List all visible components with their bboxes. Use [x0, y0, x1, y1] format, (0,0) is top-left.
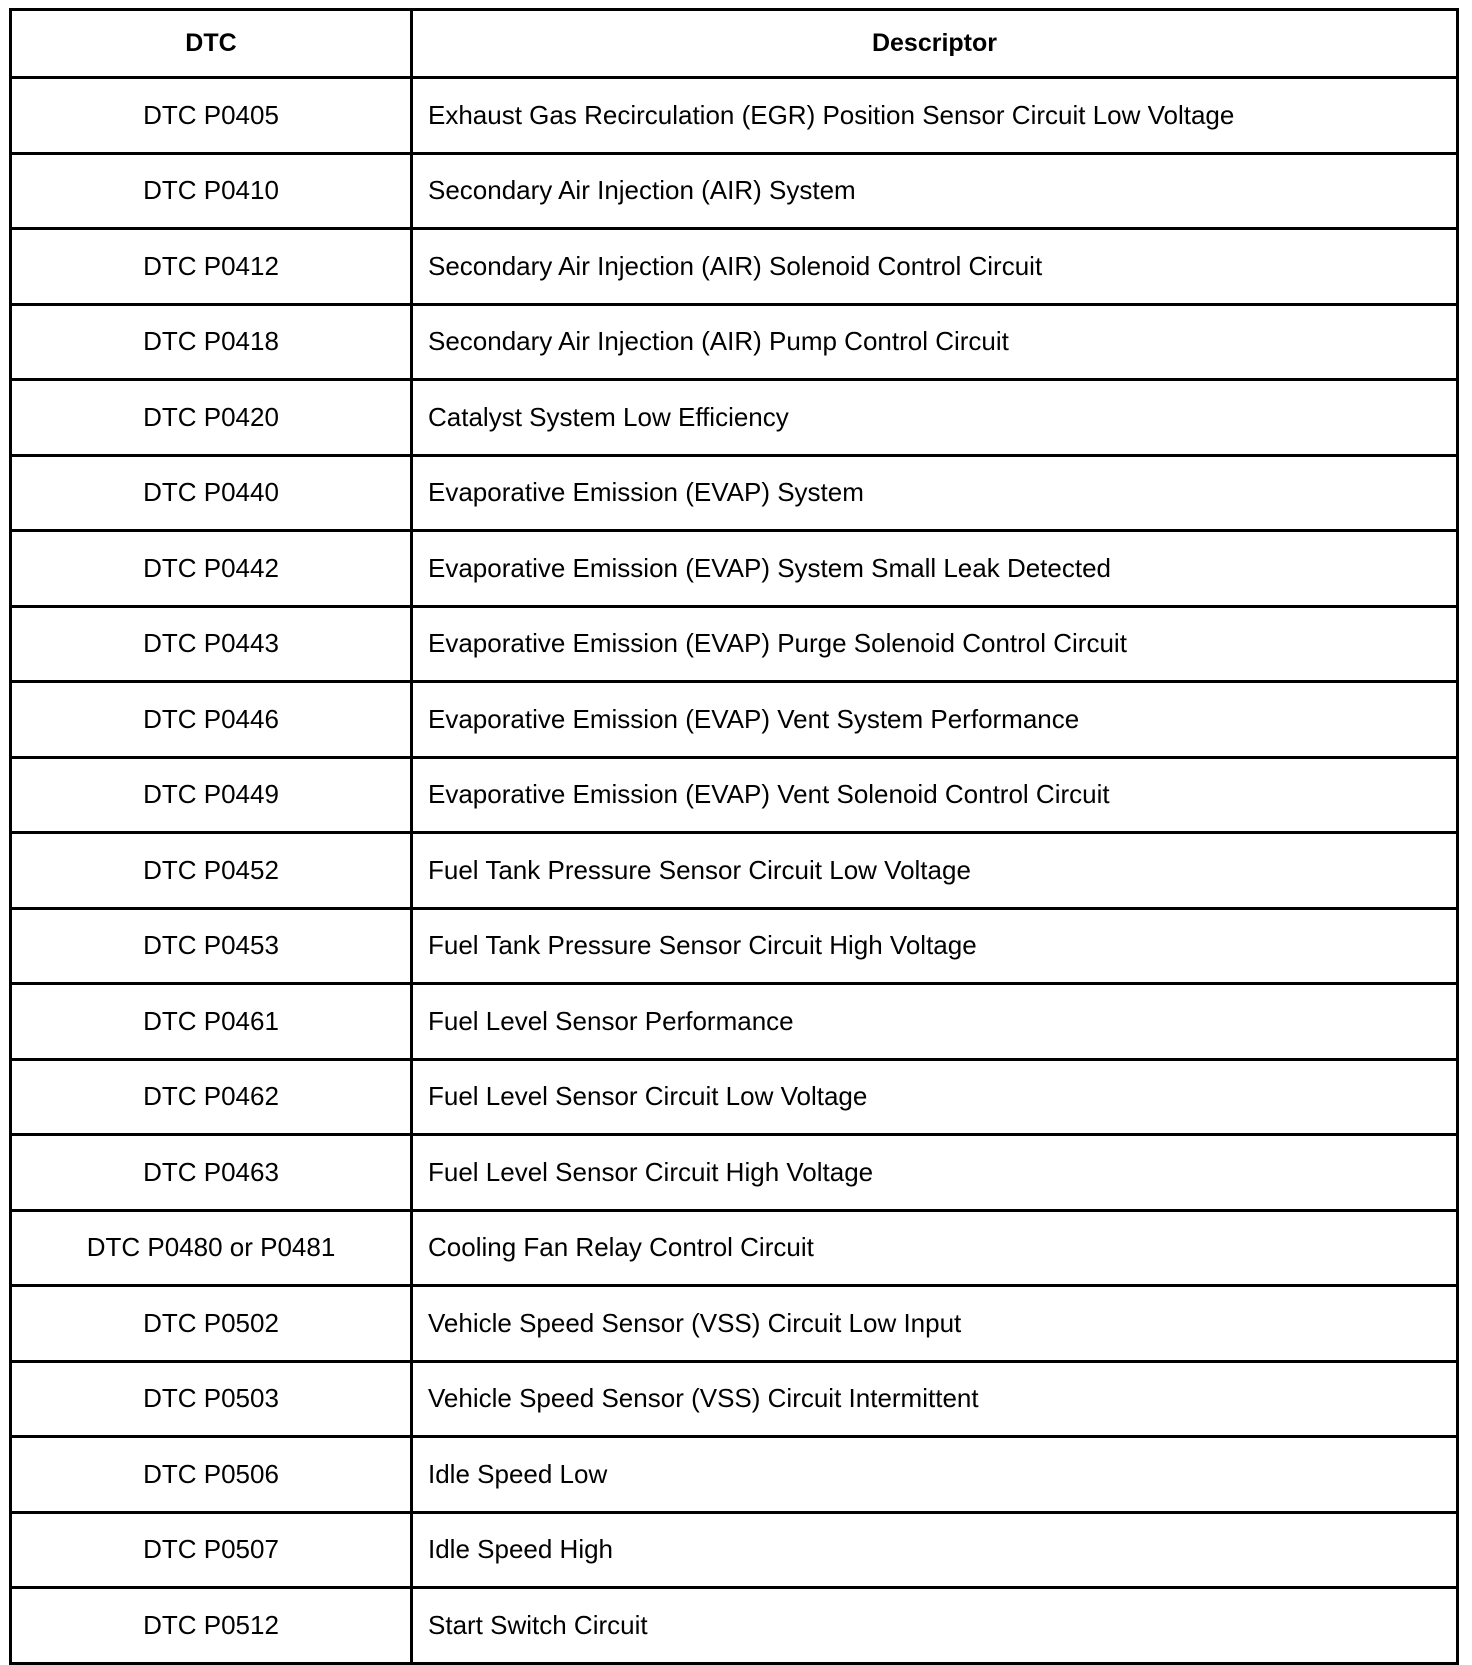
descriptor-cell: Start Switch Circuit	[412, 1588, 1458, 1664]
table-body	[11, 78, 1458, 1664]
descriptor-cell: Vehicle Speed Sensor (VSS) Circuit Intermittent	[412, 1361, 1458, 1437]
table-row	[11, 1588, 1458, 1664]
table-row	[11, 833, 1458, 909]
dtc-code-cell: DTC P0418	[11, 304, 412, 380]
table-row	[11, 1361, 1458, 1437]
dtc-code-cell: DTC P0503	[11, 1361, 412, 1437]
table-row	[11, 1437, 1458, 1513]
descriptor-cell: Secondary Air Injection (AIR) Solenoid Control Circuit	[412, 229, 1458, 305]
dtc-code-cell: DTC P0442	[11, 531, 412, 607]
table-row	[11, 531, 1458, 607]
dtc-code-cell: DTC P0410	[11, 153, 412, 229]
table-row	[11, 984, 1458, 1060]
table-row	[11, 229, 1458, 305]
descriptor-cell: Idle Speed Low	[412, 1437, 1458, 1513]
dtc-code-cell: DTC P0446	[11, 682, 412, 758]
dtc-code-cell: DTC P0443	[11, 606, 412, 682]
descriptor-cell: Fuel Tank Pressure Sensor Circuit Low Voltage	[412, 833, 1458, 909]
descriptor-cell: Idle Speed High	[412, 1512, 1458, 1588]
dtc-code-cell: DTC P0452	[11, 833, 412, 909]
dtc-code-cell: DTC P0462	[11, 1059, 412, 1135]
descriptor-cell: Secondary Air Injection (AIR) Pump Control Circuit	[412, 304, 1458, 380]
table-row	[11, 1210, 1458, 1286]
dtc-code-cell: DTC P0461	[11, 984, 412, 1060]
table-row	[11, 153, 1458, 229]
descriptor-cell: Secondary Air Injection (AIR) System	[412, 153, 1458, 229]
dtc-table	[9, 8, 1459, 1665]
dtc-code-cell: DTC P0449	[11, 757, 412, 833]
dtc-code-cell: DTC P0507	[11, 1512, 412, 1588]
dtc-code-cell: DTC P0480 or P0481	[11, 1210, 412, 1286]
table-row	[11, 757, 1458, 833]
table-row	[11, 304, 1458, 380]
table-row	[11, 78, 1458, 154]
descriptor-cell: Fuel Level Sensor Circuit High Voltage	[412, 1135, 1458, 1211]
table-row	[11, 682, 1458, 758]
descriptor-cell: Evaporative Emission (EVAP) Vent System Performance	[412, 682, 1458, 758]
descriptor-cell: Fuel Tank Pressure Sensor Circuit High Voltage	[412, 908, 1458, 984]
dtc-code-cell: DTC P0463	[11, 1135, 412, 1211]
dtc-code-cell: DTC P0502	[11, 1286, 412, 1362]
dtc-code-cell: DTC P0420	[11, 380, 412, 456]
descriptor-cell: Evaporative Emission (EVAP) Purge Solenoid Control Circuit	[412, 606, 1458, 682]
descriptor-cell: Catalyst System Low Efficiency	[412, 380, 1458, 456]
header-row	[11, 10, 1458, 78]
table-row	[11, 606, 1458, 682]
column-header-descriptor: Descriptor	[412, 10, 1458, 78]
table-row	[11, 380, 1458, 456]
table-row	[11, 1286, 1458, 1362]
table-row	[11, 1135, 1458, 1211]
descriptor-cell: Cooling Fan Relay Control Circuit	[412, 1210, 1458, 1286]
descriptor-cell: Exhaust Gas Recirculation (EGR) Position Sensor Circuit Low Voltage	[412, 78, 1458, 154]
dtc-code-cell: DTC P0440	[11, 455, 412, 531]
table-header	[11, 10, 1458, 78]
dtc-code-cell: DTC P0453	[11, 908, 412, 984]
descriptor-cell: Evaporative Emission (EVAP) System	[412, 455, 1458, 531]
descriptor-cell: Fuel Level Sensor Performance	[412, 984, 1458, 1060]
table-row	[11, 908, 1458, 984]
dtc-code-cell: DTC P0405	[11, 78, 412, 154]
table-row	[11, 1512, 1458, 1588]
dtc-code-cell: DTC P0512	[11, 1588, 412, 1664]
table-row	[11, 1059, 1458, 1135]
dtc-code-cell: DTC P0506	[11, 1437, 412, 1513]
descriptor-cell: Evaporative Emission (EVAP) Vent Solenoid Control Circuit	[412, 757, 1458, 833]
descriptor-cell: Vehicle Speed Sensor (VSS) Circuit Low Input	[412, 1286, 1458, 1362]
table-row	[11, 455, 1458, 531]
descriptor-cell: Evaporative Emission (EVAP) System Small Leak Detected	[412, 531, 1458, 607]
descriptor-cell: Fuel Level Sensor Circuit Low Voltage	[412, 1059, 1458, 1135]
dtc-code-cell: DTC P0412	[11, 229, 412, 305]
column-header-dtc: DTC	[11, 10, 412, 78]
